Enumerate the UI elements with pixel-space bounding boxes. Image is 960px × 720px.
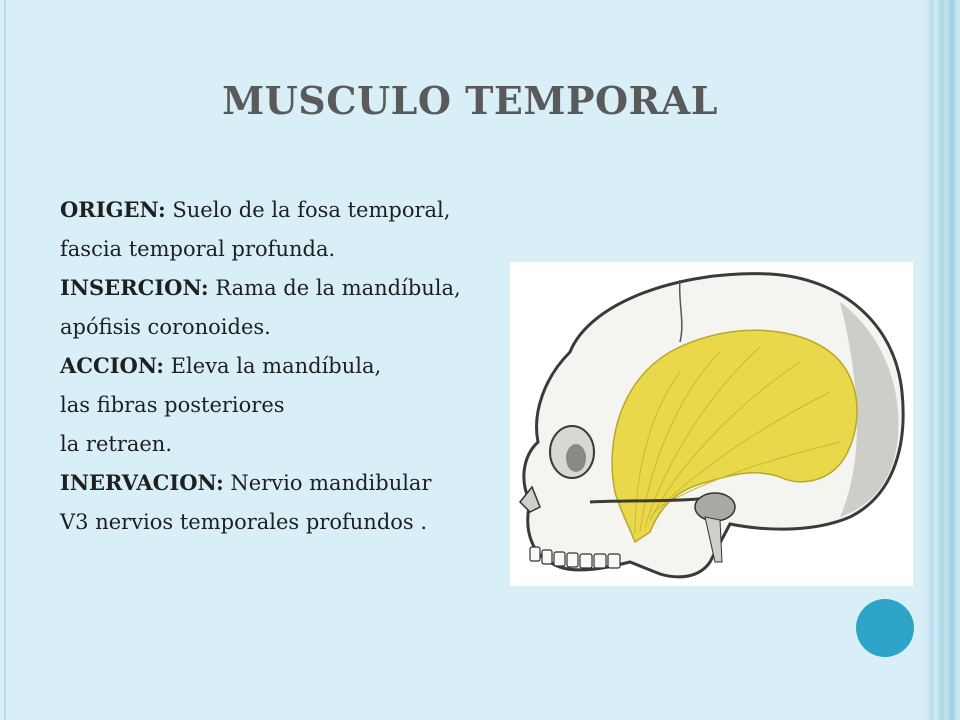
line-text: V3 nervios temporales profundos . [60,510,428,534]
term-label: INSERCION: [60,275,209,300]
term-label: ORIGEN: [60,197,166,222]
line-text: Eleva la mandíbula, [164,354,382,378]
line-text: la retraen. [60,432,173,456]
term-label: ACCION: [60,353,165,378]
term-label: INERVACION: [60,470,224,495]
line-text: las fibras posteriores [60,393,285,417]
skull-image [510,262,913,586]
slide-title: MUSCULO TEMPORAL [222,78,718,123]
line-text: fascia temporal profunda. [60,237,336,261]
line-text: Nervio mandibular [223,471,432,495]
external-acoustic-meatus [695,493,735,521]
line-text: apófisis coronoides. [60,315,271,339]
orbit-shadow [566,444,586,472]
skull-temporal-muscle-icon [510,262,913,586]
accent-circle [856,599,914,657]
text-line [60,190,620,229]
line-text: Rama de la mandíbula, [208,276,461,300]
line-text: Suelo de la fosa temporal, [165,198,451,222]
